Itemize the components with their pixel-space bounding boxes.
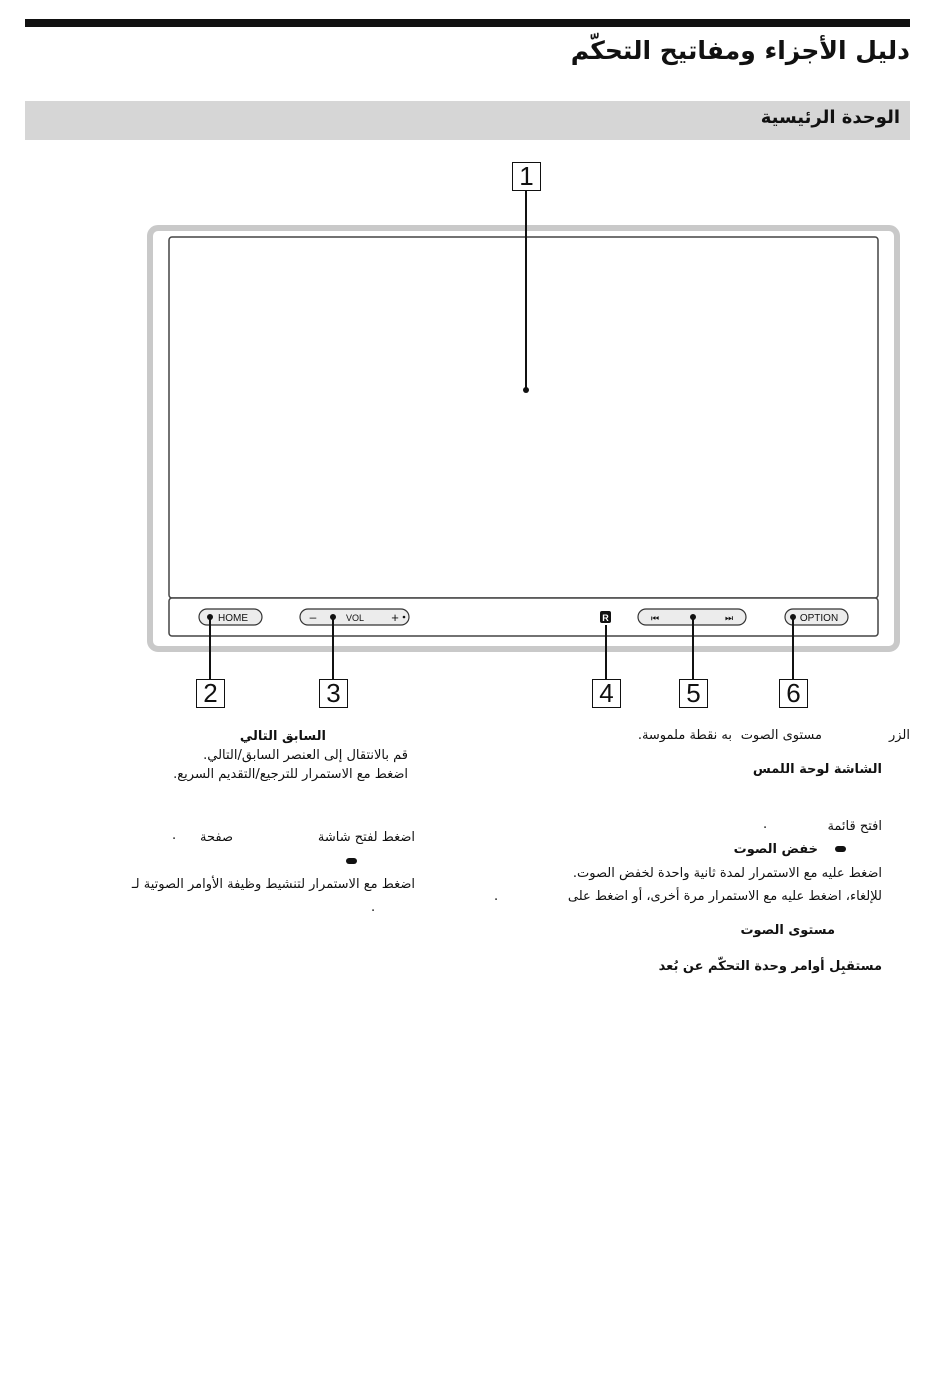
screen-heading: الشاشة لوحة اللمس [752, 762, 882, 777]
callout-4: 4 [592, 679, 621, 708]
voice-dot: . [371, 900, 376, 915]
vol-minus-label: – [309, 610, 317, 624]
prev-icon: ⏮ [650, 614, 660, 624]
hold-dot-icon [346, 858, 357, 864]
home-button-label: HOME [218, 613, 248, 624]
prevnext-line-2: اضغط مع الاستمرار للترجيع/التقديم السريع. [173, 767, 408, 782]
prevnext-heading: السابق التالي [239, 729, 326, 744]
device-button-strip [169, 598, 878, 636]
voice-line: اضغط مع الاستمرار لتنشيط وظيفة الأوامر الصوتية لـ [131, 877, 415, 892]
volume-heading: مستوى الصوت [740, 923, 835, 938]
remote-sensor [600, 611, 611, 623]
open-menu-text: افتح قائمة [827, 819, 882, 834]
callout-3: 3 [319, 679, 348, 708]
callout-2: 2 [196, 679, 225, 708]
callout-6: 6 [779, 679, 808, 708]
intro-label-touch: به نقطة ملموسة. [637, 728, 732, 743]
remote-heading: مستقبِل أوامر وحدة التحكّم عن بُعد [658, 959, 882, 974]
mute-dot-icon [835, 846, 846, 852]
page-title: دليل الأجزاء ومفاتيح التحكّم [570, 36, 910, 65]
open-menu-dot: . [763, 817, 768, 832]
prevnext-line-1: قم بالانتقال إلى العنصر السابق/التالي. [203, 748, 408, 763]
vol-button[interactable] [300, 609, 409, 625]
section-title: الوحدة الرئيسية [760, 107, 900, 128]
intro-label-button: الزر [888, 728, 910, 743]
mute-heading: خفض الصوت [733, 842, 818, 857]
vol-plus-label: + [391, 610, 399, 625]
remote-sensor-label: R [602, 613, 609, 623]
mute-line-1: اضغط عليه مع الاستمرار لمدة ثانية واحدة لخفض الصوت. [572, 866, 882, 881]
home-line-dot: . [172, 828, 177, 843]
option-button-label: OPTION [799, 613, 839, 624]
vol-label: VOL [345, 613, 365, 623]
mute-line-2-dot: . [494, 889, 499, 904]
device-screen [169, 237, 878, 598]
home-line-open: اضغط لفتح شاشة [317, 830, 415, 845]
intro-label-volume: مستوى الصوت [740, 728, 822, 743]
next-icon: ⏭ [724, 614, 734, 624]
mute-line-2: للإلغاء، اضغط عليه مع الاستمرار مرة أخرى، أو اضغط على [567, 889, 882, 904]
callout-1: 1 [512, 162, 541, 191]
home-line-page: صفحة [200, 830, 233, 845]
callout-5: 5 [679, 679, 708, 708]
